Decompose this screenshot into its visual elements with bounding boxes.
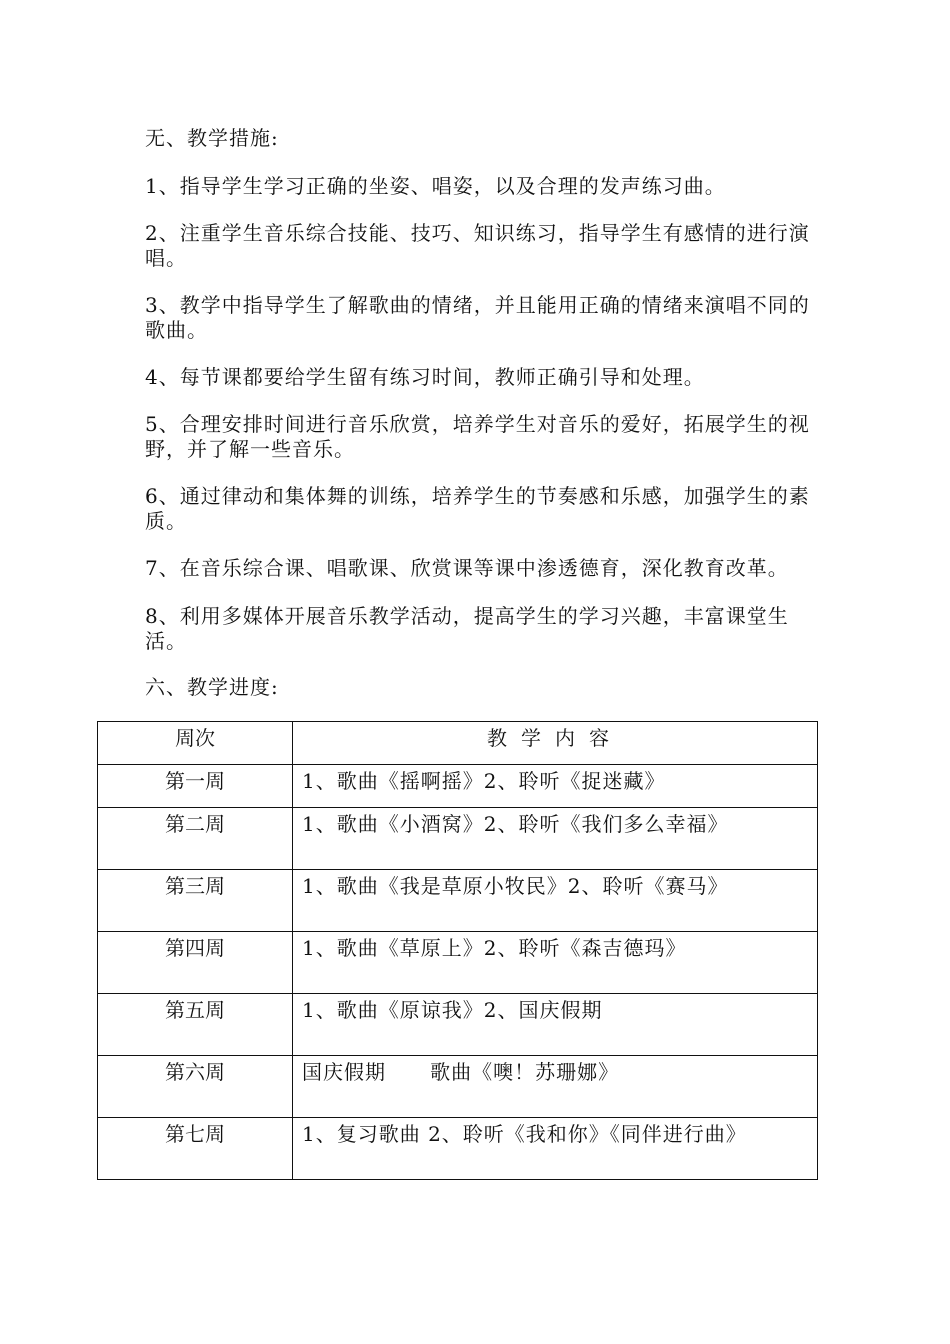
measure-item-1: 1、指导学生学习正确的坐姿、唱姿，以及合理的发声练习曲。 [145,174,726,198]
table-row [98,765,818,808]
content-cell: 1、歌曲《小酒窝》2、聆听《我们多么幸福》 [293,808,818,870]
measure-item-3: 3、教学中指导学生了解歌曲的情绪，并且能用正确的情绪来演唱不同的歌曲。 [145,293,810,342]
table-row [98,1118,818,1180]
week-cell: 第二周 [98,808,293,870]
table-row [98,994,818,1056]
week-cell: 第六周 [98,1056,293,1118]
header-content: 教学内容 [293,722,818,765]
week-cell: 第四周 [98,932,293,994]
content-cell: 国庆假期 歌曲《噢！苏珊娜》 [293,1056,818,1118]
header-week: 周次 [98,722,293,765]
measure-item-2: 2、注重学生音乐综合技能、技巧、知识练习，指导学生有感情的进行演唱。 [145,221,810,270]
week-cell: 第一周 [98,765,293,808]
measure-item-8: 8、利用多媒体开展音乐教学活动，提高学生的学习兴趣，丰富课堂生活。 [145,604,789,653]
table-header-row [98,722,818,765]
content-cell: 1、歌曲《草原上》2、聆听《森吉德玛》 [293,932,818,994]
content-cell: 1、复习歌曲 2、聆听《我和你》《同伴进行曲》 [293,1118,818,1180]
measure-item-4: 4、每节课都要给学生留有练习时间，教师正确引导和处理。 [145,365,705,389]
content-cell: 1、歌曲《原谅我》2、国庆假期 [293,994,818,1056]
schedule-table [97,721,818,1180]
content-cell: 1、歌曲《我是草原小牧民》2、聆听《赛马》 [293,870,818,932]
measure-item-6: 6、通过律动和集体舞的训练，培养学生的节奏感和乐感，加强学生的素质。 [145,484,810,533]
table-row [98,932,818,994]
content-cell: 1、歌曲《摇啊摇》2、聆听《捉迷藏》 [293,765,818,808]
week-cell: 第三周 [98,870,293,932]
table-row [98,808,818,870]
table-row [98,1056,818,1118]
table-row [98,870,818,932]
measure-item-7: 7、在音乐综合课、唱歌课、欣赏课等课中渗透德育，深化教育改革。 [145,556,789,580]
section-heading-measures: 无、教学措施: [145,126,279,150]
week-cell: 第七周 [98,1118,293,1180]
measure-item-5: 5、合理安排时间进行音乐欣赏，培养学生对音乐的爱好，拓展学生的视野，并了解一些音乐。 [145,412,810,461]
section-heading-schedule: 六、教学进度: [145,675,279,699]
week-cell: 第五周 [98,994,293,1056]
